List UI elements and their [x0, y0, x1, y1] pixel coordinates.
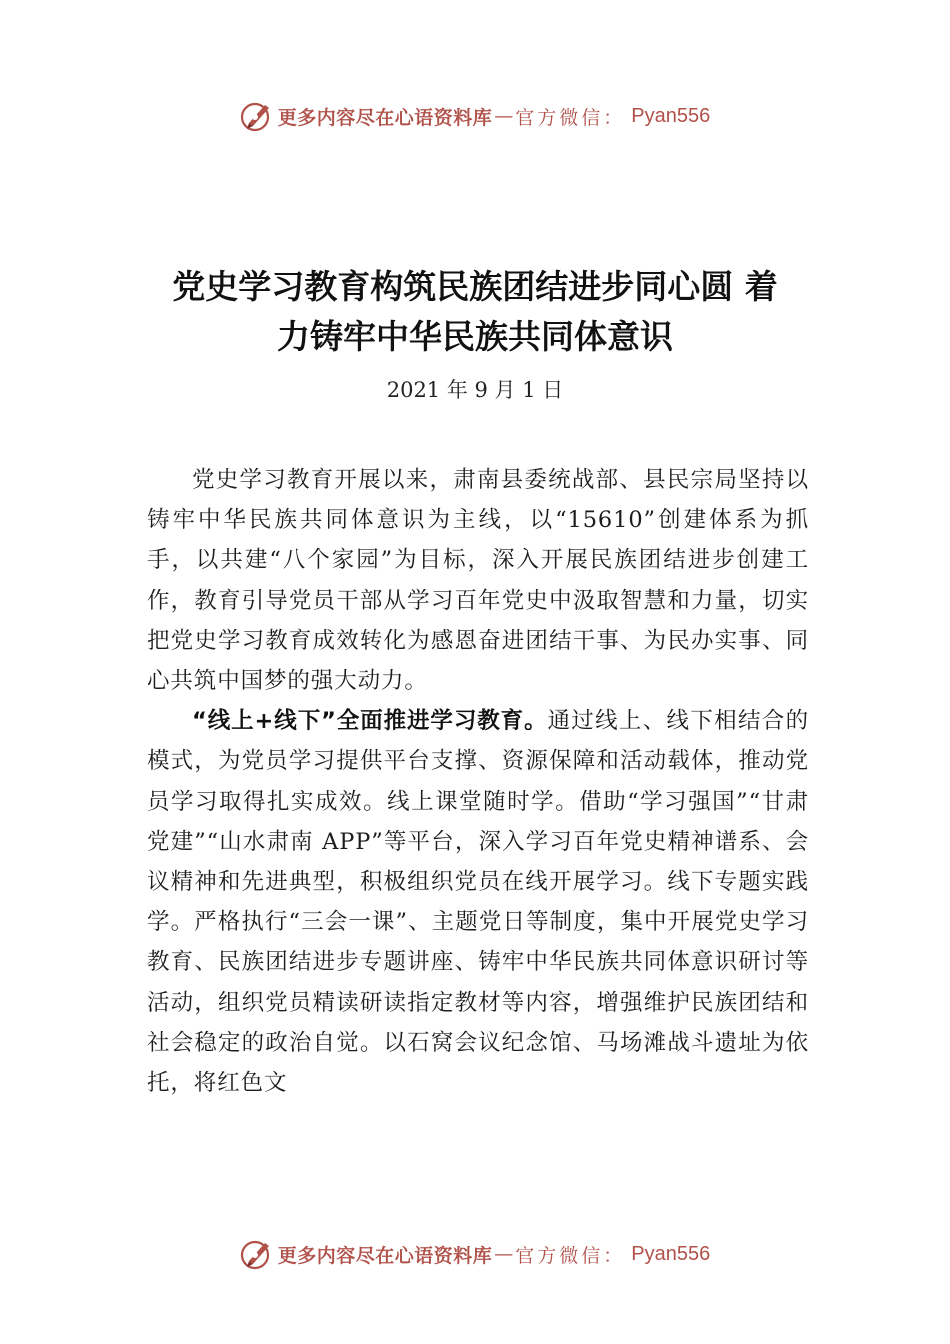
footer-banner [0, 1234, 950, 1274]
header-separator: — [494, 105, 514, 127]
header-wechat-label: 官方微信： [515, 106, 626, 129]
document-title [120, 262, 830, 362]
footer-brand-text: 更多内容尽在心语资料库 [277, 1244, 493, 1267]
document-body [147, 460, 809, 1103]
footer-wechat-label: 官方微信： [515, 1244, 626, 1267]
pen-logo-icon [240, 1237, 274, 1271]
title-line-1: 党史学习教育构筑民族团结进步同心圆 着 [172, 267, 778, 306]
footer-separator: — [494, 1243, 514, 1265]
paragraph-2-lead: “线上+线下”全面推进学习教育。 [192, 708, 548, 735]
document-date: 2021 年 9 月 1 日 [386, 378, 564, 402]
footer-wechat-id: Pyan556 [631, 1242, 711, 1265]
paragraph-1: 党史学习教育开展以来，肃南县委统战部、县民宗局坚持以铸牢中华民族共同体意识为主线，以“15610”创建体系为抓手，以共建“八个家园”为目标，深入开展民族团结进步创建工作，教育引导党员干部从学习百年党史中汲取智慧和力量，切实把党史学习教育成效转化为感恩奋进团结干事、为民办实事、同心共筑中国梦的强大动力。 [147, 467, 809, 695]
pen-logo-icon [240, 99, 274, 133]
paragraph-2 [147, 701, 809, 1103]
paragraph-2-text: 通过线上、线下相结合的模式，为党员学习提供平台支撑、资源保障和活动载体，推动党员学习取得扎实成效。线上课堂随时学。借助“学习强国”“甘肃党建”“山水肃南 APP”等平台，深入学习百年党史精神谱系、会议精神和先进典型，积极组织党员在线开展学习。线下专题实践学。严格执行“三会一课”、主题党日等制度，集中开展党史学习教育、民族团结进步专题讲座、铸牢中华民族共同体意识研讨等活动，组织党员精读研读指定教材等内容，增强维护民族团结和社会稳定的政治自觉。以石窝会议纪念馆、马场滩战斗遗址为依托，将红色文 [147, 708, 809, 1097]
header-brand-text: 更多内容尽在心语资料库 [277, 106, 493, 129]
header-wechat-id: Pyan556 [631, 104, 711, 127]
header-banner [0, 96, 950, 136]
title-line-2: 力铸牢中华民族共同体意识 [277, 317, 673, 356]
